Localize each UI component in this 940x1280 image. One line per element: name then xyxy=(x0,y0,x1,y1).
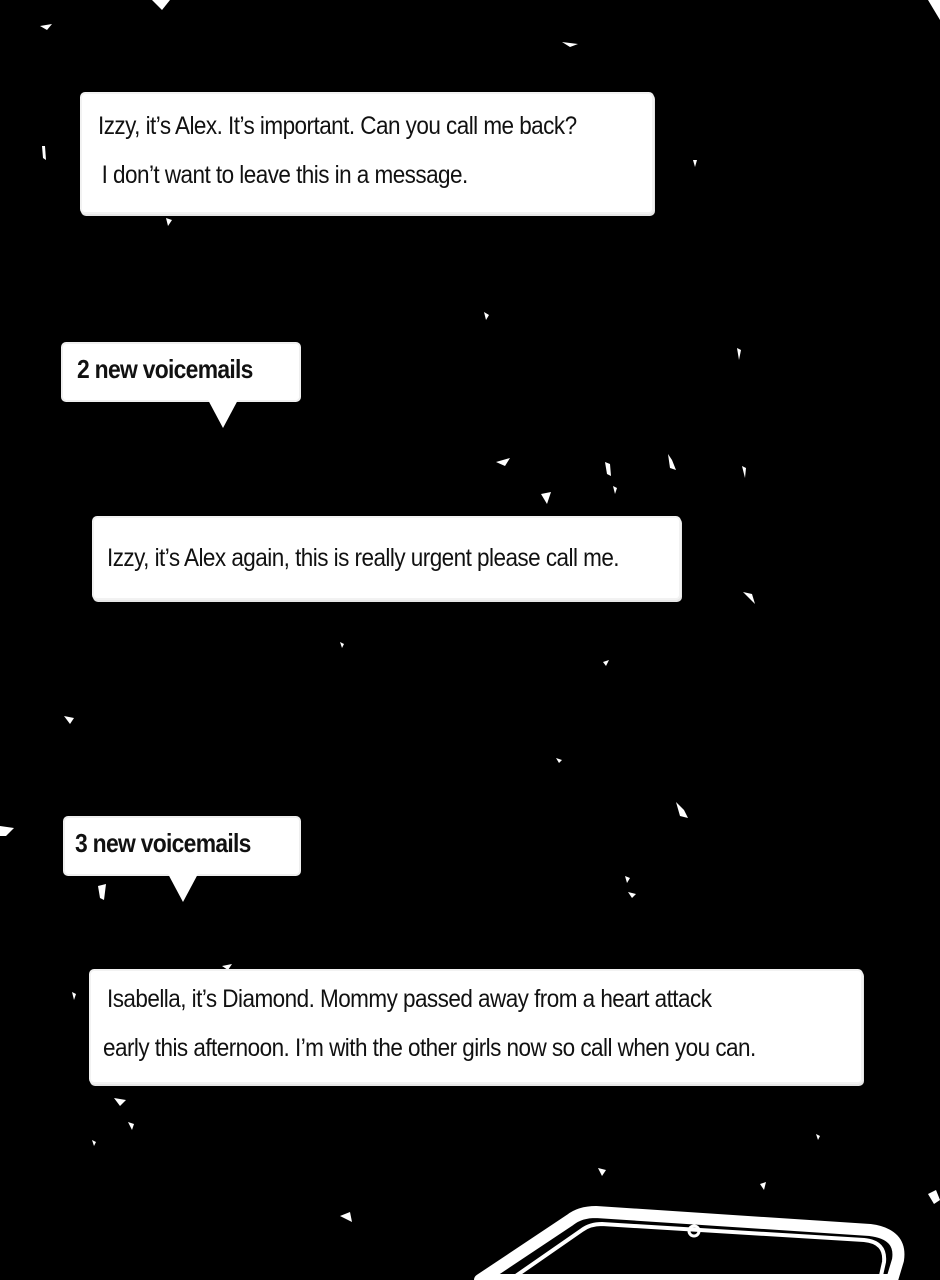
voicemail-3-line-2: early this afternoon. I’m with the other girls now so call when you can. xyxy=(103,1034,756,1062)
new-voicemails-notification-3 xyxy=(65,818,299,874)
voicemail-transcript-1 xyxy=(82,94,652,212)
voicemail-transcript-2 xyxy=(94,518,679,598)
speech-tail-icon xyxy=(167,872,199,902)
voicemail-transcript-3 xyxy=(91,971,861,1082)
voicemail-1-line-2: I don’t want to leave this in a message. xyxy=(101,161,468,189)
voicemail-1-line-1: Izzy, it’s Alex. It’s important. Can you call me back? xyxy=(98,112,577,140)
voicemail-2-line-1: Izzy, it’s Alex again, this is really urgent please call me. xyxy=(107,544,620,572)
new-voicemails-count-label: 2 new voicemails xyxy=(77,354,253,384)
voicemail-3-line-1: Isabella, it’s Diamond. Mommy passed away from a heart attack xyxy=(107,985,712,1013)
smartphone-icon xyxy=(440,1200,940,1280)
new-voicemails-notification-2 xyxy=(63,344,299,400)
speech-tail-icon xyxy=(207,398,239,428)
new-voicemails-count-label: 3 new voicemails xyxy=(75,828,251,858)
